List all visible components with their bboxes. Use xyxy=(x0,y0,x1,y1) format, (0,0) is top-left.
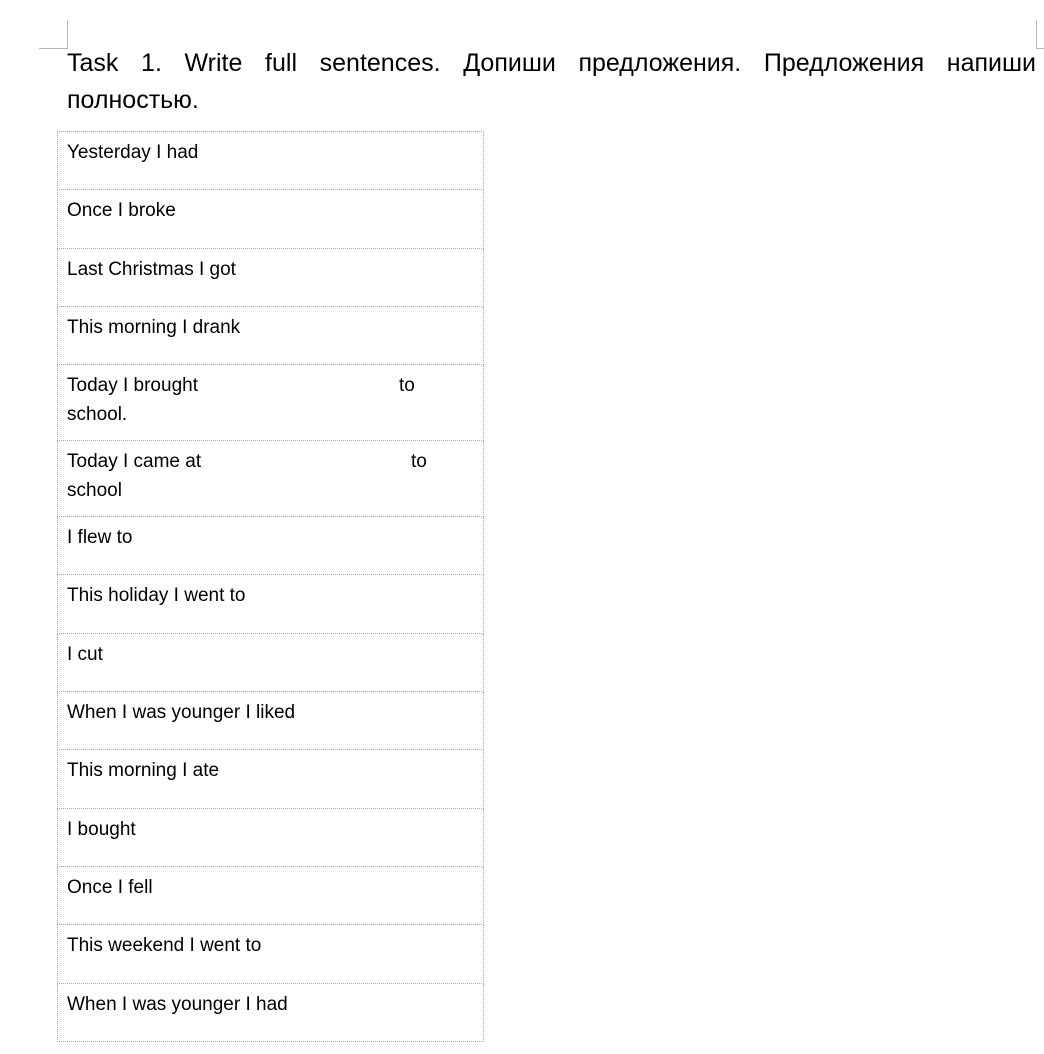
table-row xyxy=(58,441,484,517)
sentence-to: to xyxy=(399,375,415,397)
sentence-cell[interactable]: Last Christmas I got xyxy=(58,248,484,306)
sentence-cell[interactable]: I flew to xyxy=(58,517,484,575)
sentence-cell[interactable]: I cut xyxy=(58,633,484,691)
sentence-cell[interactable]: When I was younger I had xyxy=(58,983,484,1041)
sentence-ending: school. xyxy=(67,404,128,426)
table-row xyxy=(58,575,484,633)
table-row xyxy=(58,983,484,1041)
table-row xyxy=(58,750,484,808)
sentence-cell[interactable]: This morning I drank xyxy=(58,306,484,364)
page-corner-mark-top-right xyxy=(1036,20,1044,49)
sentence-cell[interactable] xyxy=(58,441,484,517)
table-row xyxy=(58,190,484,248)
sentence-cell[interactable]: This morning I ate xyxy=(58,750,484,808)
task-heading-text: Task 1. Write full sentences. Допиши предложения. Предложения напиши полностью. xyxy=(67,49,1036,114)
sentence-lead: Today I brought xyxy=(67,375,198,397)
table-row xyxy=(58,306,484,364)
table-row xyxy=(58,365,484,441)
table-row xyxy=(58,866,484,924)
sentence-two-part xyxy=(67,371,475,429)
sentence-cell[interactable]: Yesterday I had xyxy=(58,132,484,190)
sentence-cell[interactable]: When I was younger I liked xyxy=(58,692,484,750)
task-heading xyxy=(67,45,1036,119)
sentence-cell[interactable]: Once I fell xyxy=(58,866,484,924)
sentence-table xyxy=(57,131,484,1042)
sentence-cell[interactable]: This holiday I went to xyxy=(58,575,484,633)
sentence-cell[interactable]: I bought xyxy=(58,808,484,866)
table-row xyxy=(58,517,484,575)
sentence-cell[interactable]: Once I broke xyxy=(58,190,484,248)
sentence-cell[interactable]: This weekend I went to xyxy=(58,925,484,983)
table-row xyxy=(58,132,484,190)
table-row xyxy=(58,633,484,691)
sentence-to: to xyxy=(411,451,427,473)
sentence-lead: Today I came at xyxy=(67,451,202,473)
table-row xyxy=(58,248,484,306)
sentence-ending: school xyxy=(67,480,122,502)
table-row xyxy=(58,808,484,866)
table-row xyxy=(58,925,484,983)
table-row xyxy=(58,692,484,750)
page-corner-mark-top-left xyxy=(39,20,68,49)
sentence-two-part xyxy=(67,447,475,505)
sentence-cell[interactable] xyxy=(58,365,484,441)
